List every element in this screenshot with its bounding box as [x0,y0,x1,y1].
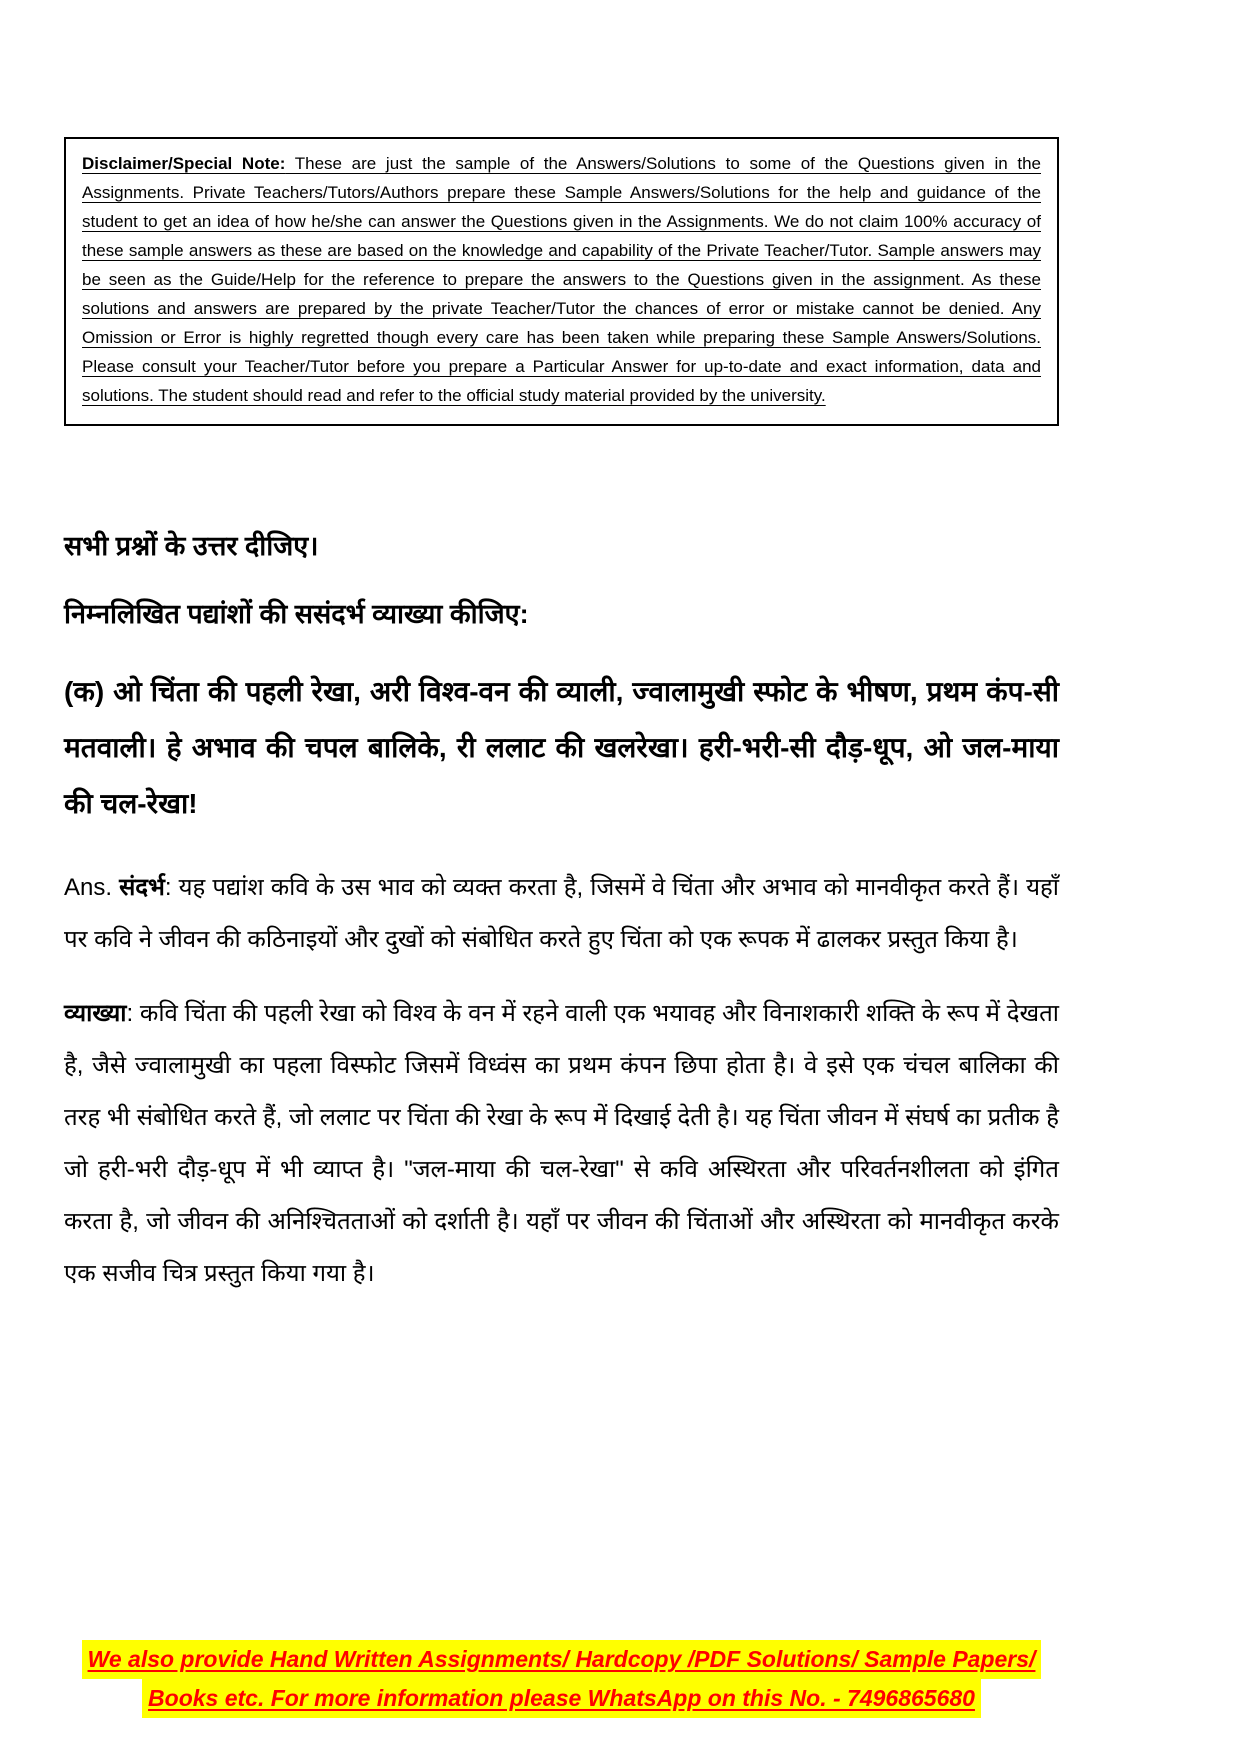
vyakhya-body: : कवि चिंता की पहली रेखा को विश्व के वन में रहने वाली एक भयावह और विनाशकारी शक्ति के रूप में देखता है, जैसे ज्वालामुखी का पहला विस्फोट जिसमें विध्वंस का प्रथम कंपन छिपा होता है। वे इसे एक चंचल बालिका की तरह भी संबोधित करते हैं, जो ललाट पर चिंता की रेखा के रूप में दिखाई देती है। यह चिंता जीवन में संघर्ष का प्रतीक है जो हरी-भरी दौड़-धूप में भी व्याप्त है। "जल-माया की चल-रेखा" से कवि अस्थिरता और परिवर्तनशीलता को इंगित करता है, जो जीवन की अनिश्चितताओं को दर्शाती है। यहाँ पर जीवन की चिंताओं और अस्थिरता को मानवीकृत करके एक सजीव चित्र प्रस्तुत किया गया है। [64,1000,1059,1287]
disclaimer-label: Disclaimer/Special Note: [82,154,286,173]
vyakhya-label: व्याख्या [64,1000,127,1027]
sandarbh-body: : यह पद्यांश कवि के उस भाव को व्यक्त करता है, जिसमें वे चिंता और अभाव को मानवीकृत करते हैं। यहाँ पर कवि ने जीवन की कठिनाइयों और दुखों को संबोधित करते हुए चिंता को एक रूपक में ढालकर प्रस्तुत किया है। [64,874,1059,953]
disclaimer-text [82,149,1041,410]
instruction-heading-2: निम्नलिखित पद्यांशों की ससंदर्भ व्याख्या कीजिए: [64,599,529,629]
disclaimer-box [64,137,1059,426]
instruction-heading-1: सभी प्रश्नों के उत्तर दीजिए। [64,531,319,561]
footer-line-2: Books etc. For more information please WhatsApp on this No. - 7496865680 [142,1679,981,1718]
disclaimer-body: These are just the sample of the Answers/Solutions to some of the Questions given in the Assignments. Private Teachers/Tutors/Authors prepare these Sample Answers/Solutions for the help and guidance of the student to get an idea of how he/she can answer the Questions given in the Assignments. We do not claim 100% accuracy of these sample answers as these are based on the knowledge and capability of the Private Teacher/Tutor. Sample answers may be seen as the Guide/Help for the reference to prepare the answers to the Questions given in the assignment. As these solutions and answers are prepared by the private Teacher/Tutor the chances of error or mistake cannot be denied. Any Omission or Error is highly regretted though every care has been taken while preparing these Sample Answers/Solutions. Please consult your Teacher/Tutor before you prepare a Particular Answer for up-to-date and exact information, data and solutions. The student should read and refer to the official study material provided by the university. [82,154,1041,405]
answer-prefix: Ans. [64,874,120,901]
footer-note [64,1640,1059,1718]
footer-line-1: We also provide Hand Written Assignments/ Hardcopy /PDF Solutions/ Sample Papers/ [82,1640,1042,1679]
answer-sandarbh-paragraph [64,862,1059,966]
document-content [64,528,1059,1322]
sandarbh-label: संदर्भ [119,874,165,901]
answer-vyakhya-paragraph [64,988,1059,1300]
question-verse: (क) ओ चिंता की पहली रेखा, अरी विश्व-वन की व्याली, ज्वालामुखी स्फोट के भीषण, प्रथम कंप-सी मतवाली। हे अभाव की चपल बालिके, री ललाट की खलरेखा। हरी-भरी-सी दौड़-धूप, ओ जल-माया की चल-रेखा! [64,676,1059,819]
